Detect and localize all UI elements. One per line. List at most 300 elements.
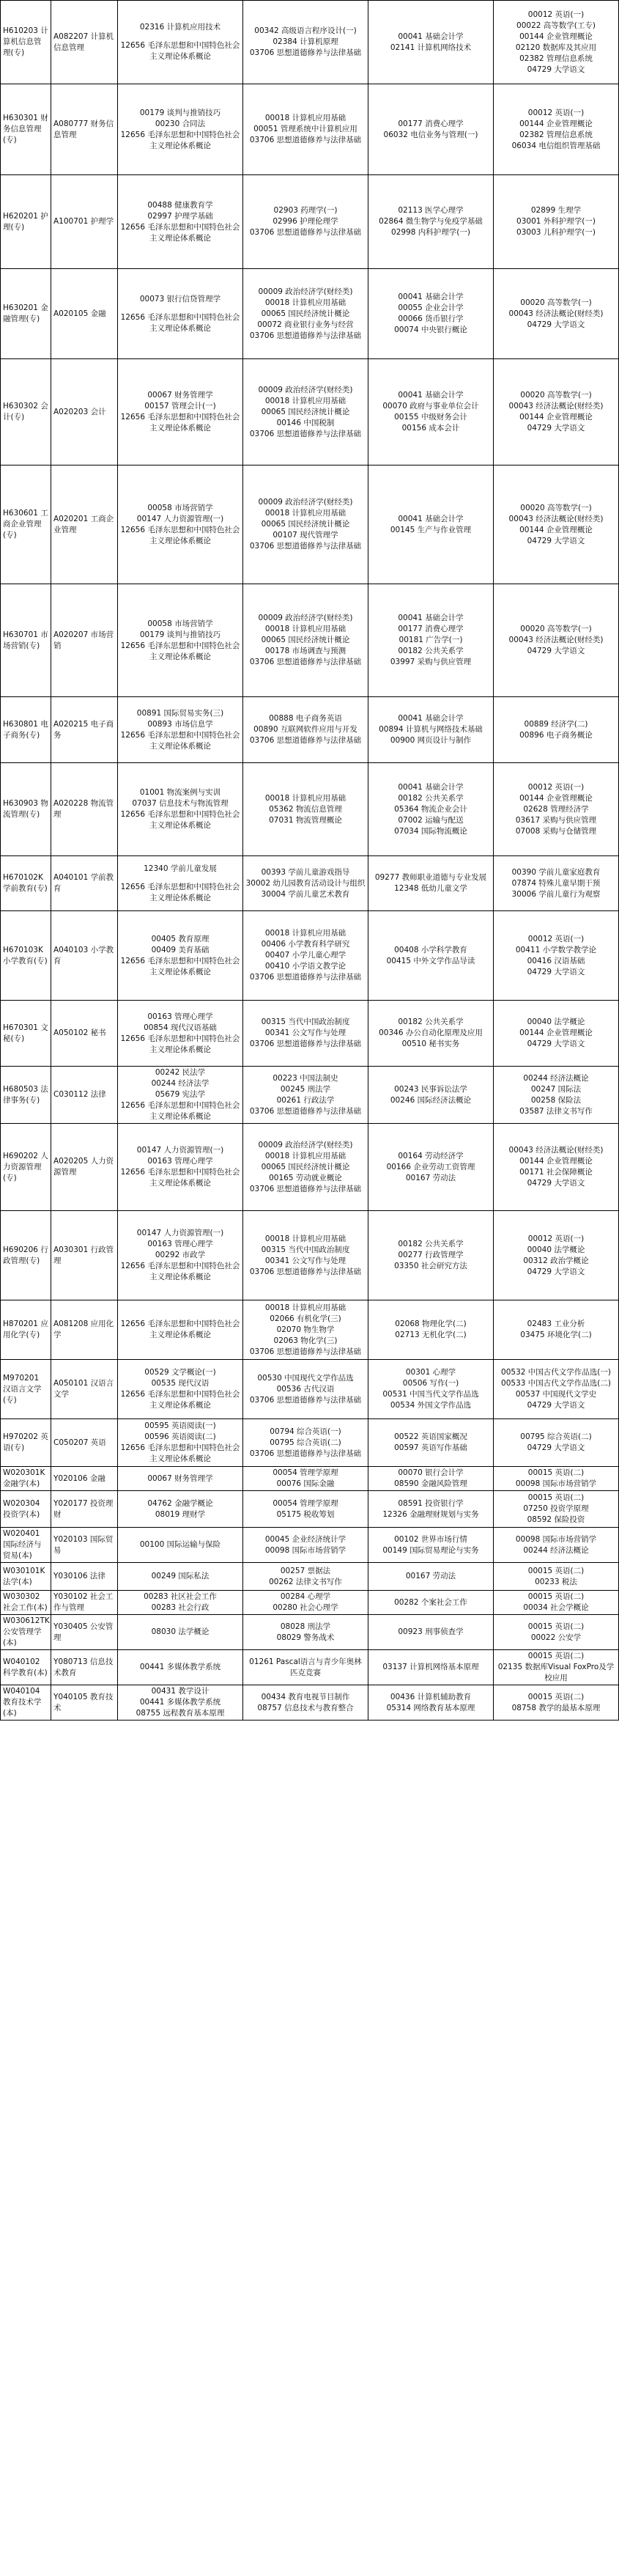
course-item: 00041 基础会计学 <box>398 782 464 792</box>
course-item: 03706 思想道德修养与法律基础 <box>249 973 362 982</box>
course-item: 00167 劳动法 <box>405 1572 456 1580</box>
course-item: 07031 物流管理概论 <box>269 815 342 825</box>
course-cell <box>243 1615 368 1650</box>
course-item: 00015 英语(二) <box>527 1692 585 1701</box>
course-item: 00894 计算机与网络技术基础 <box>379 725 483 734</box>
course-item: 04729 大学语文 <box>527 1401 585 1410</box>
course-cell <box>118 1001 243 1067</box>
course-item: 12656 毛泽东思想和中国特色社会主义理论体系概论 <box>120 810 240 830</box>
main-code-cell: A020207 市场营销 <box>51 584 118 697</box>
course-item: 08591 投资银行学 <box>398 1498 464 1508</box>
course-item: 02998 内科护理学(一) <box>391 228 470 237</box>
course-item: 00179 谈判与推销技巧 <box>139 108 221 117</box>
course-item: 04729 大学语文 <box>527 647 585 655</box>
course-item: 00041 基础会计学 <box>398 714 464 723</box>
course-item: 00144 企业管理概论 <box>519 793 593 803</box>
course-item: 07002 运输与配送 <box>398 815 464 825</box>
course-item: 00409 美育基础 <box>151 945 210 954</box>
course-item: 00164 劳动经济学 <box>398 1151 464 1160</box>
course-item: 00155 中级财务会计 <box>394 413 467 422</box>
course-cell <box>494 584 619 697</box>
table-row <box>1 1360 619 1419</box>
course-cell <box>368 697 494 763</box>
course-item: 02997 护理学基础 <box>147 211 213 221</box>
course-item: 00182 公共关系学 <box>398 1017 464 1026</box>
program-cell: W030101K 法学(本) <box>1 1563 51 1591</box>
course-item: 00015 英语(二) <box>527 1493 585 1502</box>
program-cell: H670102K 学前教育(专) <box>1 856 51 911</box>
main-code-cell: C030112 法律 <box>51 1067 118 1124</box>
course-cell <box>118 1067 243 1124</box>
main-code-cell: A080777 财务信息管理 <box>51 84 118 175</box>
table-row <box>1 1615 619 1650</box>
course-cell <box>243 911 368 1001</box>
course-item: 00015 英语(二) <box>527 1652 585 1660</box>
main-code-cell: A100701 护理学 <box>51 175 118 269</box>
course-item: 00015 英语(二) <box>527 1566 585 1575</box>
course-item: 02066 有机化学(三) <box>270 1314 341 1323</box>
course-cell <box>494 465 619 584</box>
exam-course-table-body <box>1 1 619 1721</box>
course-item: 00889 经济学(二) <box>524 719 588 729</box>
course-item: 05679 宪法学 <box>155 1090 206 1099</box>
course-item: 00166 企业劳动工资管理 <box>386 1162 475 1171</box>
course-item: 00055 企业会计学 <box>398 303 464 312</box>
course-cell <box>494 856 619 911</box>
course-cell <box>243 1 368 84</box>
course-item: 00163 管理心理学 <box>147 1240 213 1248</box>
course-item: 00149 国际贸易理论与实务 <box>382 1545 479 1555</box>
course-item: 00243 民事诉讼法学 <box>394 1084 467 1094</box>
course-item: 00531 中国当代文学作品选 <box>382 1390 479 1399</box>
course-item: 00070 政府与事业单位会计 <box>382 402 479 411</box>
course-item: 12656 毛泽东思想和中国特色社会主义理论体系概论 <box>120 525 240 545</box>
course-item: 00065 国民经济统计概论 <box>261 636 350 644</box>
course-item: 00065 国民经济统计概论 <box>261 1162 350 1171</box>
course-cell <box>118 1211 243 1300</box>
table-row <box>1 1491 619 1528</box>
table-row <box>1 856 619 911</box>
course-item: 00888 电子商务英语 <box>269 714 342 723</box>
course-cell <box>368 911 494 1001</box>
table-row <box>1 269 619 359</box>
course-item: 00393 学前儿童游戏指导 <box>261 867 350 877</box>
table-row <box>1 1211 619 1300</box>
program-cell: W030302 社会工作(本) <box>1 1591 51 1615</box>
course-item: 00178 市场调查与预测 <box>264 647 346 655</box>
program-cell: W020401 国际经济与贸易(本) <box>1 1528 51 1563</box>
course-item: 00018 计算机应用基础 <box>264 625 346 633</box>
main-code-cell: A082207 计算机信息管理 <box>51 1 118 84</box>
course-cell <box>494 1528 619 1563</box>
course-cell <box>118 269 243 359</box>
course-item: 00144 企业管理概论 <box>519 32 593 41</box>
course-item: 00595 英语阅读(一) <box>144 1421 216 1430</box>
course-item: 00009 政治经济学(财经类) <box>258 287 353 296</box>
program-cell: H610203 计算机信息管理(专) <box>1 1 51 84</box>
table-row <box>1 911 619 1001</box>
program-cell: H630201 金融管理(专) <box>1 269 51 359</box>
program-cell: H670103K 小学教育(专) <box>1 911 51 1001</box>
course-item: 00249 国际私法 <box>151 1572 210 1580</box>
table-row <box>1 84 619 175</box>
course-item: 03706 思想道德修养与法律基础 <box>249 658 362 666</box>
course-cell <box>243 1300 368 1360</box>
course-cell <box>368 1211 494 1300</box>
table-row <box>1 1685 619 1721</box>
course-item: 12656 毛泽东思想和中国特色社会主义理论体系概论 <box>120 1034 240 1054</box>
course-item: 12656 毛泽东思想和中国特色社会主义理论体系概论 <box>120 882 240 902</box>
course-item: 12656 毛泽东思想和中国特色社会主义理论体系概论 <box>120 641 240 661</box>
course-item: 00597 英语写作基础 <box>394 1443 467 1452</box>
course-item: 00537 中国现代文学史 <box>515 1390 597 1399</box>
course-item: 00098 国际市场营销学 <box>264 1545 346 1555</box>
course-cell <box>368 1300 494 1360</box>
course-item: 00280 社会心理学 <box>273 1603 338 1612</box>
course-item: 00257 票据法 <box>280 1566 331 1575</box>
course-cell <box>243 1419 368 1467</box>
course-item: 03003 儿科护理学(一) <box>516 228 596 237</box>
course-item: 03001 外科护理学(一) <box>516 217 596 226</box>
course-item: 03706 思想道德修养与法律基础 <box>249 542 362 551</box>
course-cell <box>494 763 619 856</box>
course-cell <box>368 856 494 911</box>
course-gap <box>120 305 240 312</box>
table-row <box>1 175 619 269</box>
course-cell <box>368 269 494 359</box>
course-item: 03706 思想道德修养与法律基础 <box>249 1184 362 1193</box>
course-item: 00147 人力资源管理(一) <box>136 1229 224 1237</box>
course-cell <box>243 1528 368 1563</box>
course-item: 00144 企业管理概论 <box>519 413 593 422</box>
course-item: 00018 计算机应用基础 <box>264 298 346 307</box>
course-item: 00054 管理学原理 <box>273 1498 338 1508</box>
course-item: 03587 法律文书写作 <box>519 1106 593 1116</box>
course-cell <box>494 1467 619 1491</box>
course-item: 00284 心理学 <box>280 1592 331 1601</box>
course-cell <box>243 175 368 269</box>
course-item: 02899 生理学 <box>530 206 582 215</box>
program-cell: W020301K 金融学(本) <box>1 1467 51 1491</box>
course-item: 00246 国际经济法概论 <box>390 1095 472 1105</box>
course-item: 00282 个案社会工作 <box>394 1597 467 1607</box>
course-item: 12656 毛泽东思想和中国特色社会主义理论体系概论 <box>120 1390 240 1410</box>
course-item: 00534 外国文学作品选 <box>390 1401 472 1410</box>
course-item: 00022 高等数学(工专) <box>516 21 596 30</box>
course-item: 05314 网络教育基本原理 <box>386 1703 475 1712</box>
course-cell <box>494 359 619 465</box>
course-item: 00034 社会学概论 <box>523 1603 589 1612</box>
main-code-cell: A040103 小学教育 <box>51 911 118 1001</box>
course-item: 00533 中国古代文学作品选(二) <box>501 1379 611 1388</box>
course-item: 00012 英语(一) <box>527 1234 585 1243</box>
course-item: 00157 管理会计(一) <box>144 402 216 411</box>
course-cell <box>368 1124 494 1211</box>
course-item: 03706 思想道德修养与法律基础 <box>249 48 362 57</box>
course-item: 00242 民法学 <box>155 1068 206 1077</box>
course-item: 00431 教学设计 <box>151 1687 210 1696</box>
course-item: 00018 计算机应用基础 <box>264 114 346 122</box>
table-row <box>1 1591 619 1615</box>
course-item: 08757 信息技术与教育整合 <box>257 1703 354 1712</box>
course-item: 00182 公共关系学 <box>398 793 464 803</box>
course-item: 00041 基础会计学 <box>398 391 464 400</box>
course-item: 00022 公安学 <box>530 1633 582 1642</box>
course-item: 00102 世界市场行情 <box>394 1534 467 1544</box>
course-item: 00009 政治经济学(财经类) <box>258 1140 353 1149</box>
course-item: 00098 国际市场营销学 <box>515 1479 597 1488</box>
course-item: 00163 管理心理学 <box>147 1157 213 1166</box>
course-item: 00147 人力资源管理(一) <box>136 514 224 523</box>
course-item: 00098 国际市场营销学 <box>515 1534 597 1544</box>
course-item: 00411 小学数学教学论 <box>515 945 597 954</box>
course-cell <box>118 1528 243 1563</box>
course-item: 08019 理财学 <box>155 1509 206 1519</box>
course-cell <box>368 1491 494 1528</box>
course-cell <box>494 175 619 269</box>
course-item: 00258 保险法 <box>530 1095 582 1105</box>
course-item: 00795 综合英语(二) <box>520 1432 592 1441</box>
course-item: 07250 投资学原理 <box>523 1504 589 1513</box>
course-cell <box>368 1591 494 1615</box>
course-item: 00415 中外文学作品导读 <box>386 956 475 965</box>
course-item: 00020 高等数学(一) <box>520 625 592 633</box>
course-item: 00488 健康教育学 <box>147 200 213 210</box>
course-cell <box>494 1650 619 1685</box>
course-cell <box>494 1211 619 1300</box>
course-item: 12656 毛泽东思想和中国特色社会主义理论体系概论 <box>120 1443 240 1463</box>
course-item: 08030 法学概论 <box>151 1627 210 1636</box>
table-row <box>1 697 619 763</box>
program-cell: H680503 法律事务(专) <box>1 1067 51 1124</box>
course-item: 00434 教育电视节目制作 <box>261 1692 350 1701</box>
program-cell: H690202 人力资源管理(专) <box>1 1124 51 1211</box>
course-item: 00529 文学概论(一) <box>144 1368 216 1377</box>
course-item: 00406 小学教育科学研究 <box>261 940 350 949</box>
course-item: 04729 大学语文 <box>527 1039 585 1048</box>
course-item: 03706 思想道德修养与法律基础 <box>249 1449 362 1458</box>
course-item: 07874 特殊儿童早期干预 <box>511 878 601 888</box>
course-item: 00012 英语(一) <box>527 782 585 792</box>
course-item: 00018 计算机应用基础 <box>264 1303 346 1312</box>
course-item: 03137 计算机网络基本原理 <box>382 1663 479 1671</box>
course-item: 12656 毛泽东思想和中国特色社会主义理论体系概论 <box>120 956 240 976</box>
course-item: 00145 生产与作业管理 <box>390 525 472 534</box>
main-code-cell: Y030102 社会工作与管理 <box>51 1591 118 1615</box>
course-item: 04729 大学语文 <box>527 320 585 329</box>
course-item: 00436 计算机辅助教育 <box>390 1692 472 1701</box>
course-item: 04729 大学语文 <box>527 65 585 74</box>
program-cell: W040104 教育技术学(本) <box>1 1685 51 1721</box>
course-item: 04729 大学语文 <box>527 536 585 545</box>
course-item: 00100 国际运输与保险 <box>139 1540 221 1549</box>
course-item: 02864 微生物学与免疫学基础 <box>379 217 483 226</box>
program-cell: H970202 英语(专) <box>1 1419 51 1467</box>
course-item: 00065 国民经济统计概论 <box>261 309 350 318</box>
course-item: 00312 政治学概论 <box>523 1256 589 1265</box>
course-item: 03706 思想道德修养与法律基础 <box>249 1106 362 1116</box>
course-item: 00301 心理学 <box>405 1368 456 1377</box>
course-cell <box>118 359 243 465</box>
course-item: 00020 高等数学(一) <box>520 391 592 400</box>
course-item: 00076 国际金融 <box>276 1479 335 1488</box>
program-cell: H630301 财务信息管理(专) <box>1 84 51 175</box>
course-item: 02628 管理经济学 <box>523 804 589 814</box>
course-item: 00066 货币银行学 <box>398 314 464 323</box>
course-cell <box>368 1467 494 1491</box>
course-item: 00223 中国法制史 <box>273 1073 338 1083</box>
course-cell <box>243 1467 368 1491</box>
main-code-cell: A030301 行政管理 <box>51 1211 118 1300</box>
course-item: 03706 思想道德修养与法律基础 <box>249 736 362 745</box>
course-item: 00040 法学概论 <box>527 1017 585 1026</box>
course-cell <box>368 84 494 175</box>
course-item: 30004 学前儿童艺术教育 <box>261 889 350 899</box>
course-item: 00018 计算机应用基础 <box>264 509 346 518</box>
program-cell: W030612TK 公安管理学(本) <box>1 1615 51 1650</box>
course-item: 02996 护理伦理学 <box>273 217 338 226</box>
course-cell <box>494 1685 619 1721</box>
course-item: 00009 政治经济学(财经类) <box>258 385 353 394</box>
course-item: 03706 思想道德修养与法律基础 <box>249 136 362 144</box>
course-item: 00072 商业银行业务与经营 <box>257 320 354 329</box>
course-item: 00012 英语(一) <box>527 108 585 117</box>
course-cell <box>368 1067 494 1124</box>
course-item: 00244 经济法学 <box>151 1079 210 1088</box>
course-item: 00245 刑法学 <box>280 1084 331 1094</box>
course-item: 00073 银行信贷管理学 <box>139 294 221 303</box>
course-item: 00012 英语(一) <box>527 10 585 19</box>
course-cell <box>118 1124 243 1211</box>
course-cell <box>494 911 619 1001</box>
course-item: 00277 行政管理学 <box>398 1251 464 1259</box>
course-item: 12656 毛泽东思想和中国特色社会主义理论体系概论 <box>120 1101 240 1121</box>
course-cell <box>118 911 243 1001</box>
course-item: 08758 教学的最基本原理 <box>511 1703 601 1712</box>
course-cell <box>494 269 619 359</box>
course-item: 07034 国际物流概论 <box>394 826 467 836</box>
course-cell <box>118 763 243 856</box>
course-item: 02113 医学心理学 <box>398 206 464 215</box>
course-cell <box>494 1001 619 1067</box>
course-cell <box>118 1615 243 1650</box>
course-item: 00043 经济法概论(财经类) <box>508 636 604 644</box>
course-cell <box>368 584 494 697</box>
course-cell <box>118 697 243 763</box>
course-item: 00009 政治经济学(财经类) <box>258 614 353 622</box>
course-cell <box>494 1124 619 1211</box>
course-item: 00043 经济法概论(财经类) <box>508 309 604 318</box>
course-cell <box>118 1491 243 1528</box>
course-item: 00040 法学概论 <box>527 1245 585 1254</box>
course-item: 00146 中国税制 <box>276 418 335 427</box>
course-item: 00247 国际法 <box>530 1084 582 1094</box>
course-item: 00015 英语(二) <box>527 1592 585 1601</box>
course-cell <box>118 175 243 269</box>
program-cell: H630903 物流管理(专) <box>1 763 51 856</box>
course-cell <box>243 697 368 763</box>
table-row <box>1 1 619 84</box>
main-code-cell: A020105 金融 <box>51 269 118 359</box>
course-item: 12348 低幼儿童文学 <box>394 884 467 893</box>
table-row <box>1 1563 619 1591</box>
course-item: 00018 计算机应用基础 <box>264 1151 346 1160</box>
course-item: 00043 经济法概论(财经类) <box>508 402 604 411</box>
main-code-cell: A020203 会计 <box>51 359 118 465</box>
course-item: 03350 社会研究方法 <box>394 1262 467 1270</box>
course-item: 00890 互联网软件应用与开发 <box>253 725 357 734</box>
course-item: 00795 综合英语(二) <box>270 1438 341 1447</box>
course-item: 00171 社会保障概论 <box>519 1168 593 1177</box>
course-cell <box>368 359 494 465</box>
course-cell <box>243 1650 368 1685</box>
program-cell: W020304 投资学(本) <box>1 1491 51 1528</box>
course-item: 00058 市场营销学 <box>147 503 213 512</box>
course-cell <box>243 584 368 697</box>
course-cell <box>243 1360 368 1419</box>
course-item: 04729 大学语文 <box>527 1179 585 1188</box>
course-item: 00244 经济法概论 <box>523 1073 589 1083</box>
course-item: 00292 市政学 <box>155 1251 206 1259</box>
course-item: 00900 网页设计与制作 <box>390 736 472 745</box>
course-item: 02483 工业分析 <box>527 1320 585 1328</box>
course-cell <box>243 269 368 359</box>
course-item: 00018 计算机应用基础 <box>264 793 346 803</box>
table-row <box>1 584 619 697</box>
course-cell <box>494 1591 619 1615</box>
course-item: 00015 英语(二) <box>527 1468 585 1477</box>
course-item: 03706 思想道德修养与法律基础 <box>249 1039 362 1048</box>
course-item: 12656 毛泽东思想和中国特色社会主义理论体系概论 <box>120 730 240 751</box>
course-item: 02316 计算机应用技术 <box>139 23 221 32</box>
course-item: 00020 高等数学(一) <box>520 298 592 307</box>
table-row <box>1 1467 619 1491</box>
main-code-cell: Y030106 法律 <box>51 1563 118 1591</box>
course-gap <box>120 33 240 40</box>
course-item: 04729 大学语文 <box>527 967 585 976</box>
course-item: 00067 财务管理学 <box>147 1473 213 1483</box>
course-item: 00045 企业经济统计学 <box>264 1534 346 1544</box>
course-item: 12656 毛泽东思想和中国特色社会主义理论体系概论 <box>120 312 240 333</box>
course-item: 00230 合同法 <box>155 119 206 128</box>
main-code-cell: A050101 汉语言文学 <box>51 1360 118 1419</box>
course-item: 02070 物生物学 <box>276 1325 335 1334</box>
main-code-cell: A020201 工商企业管理 <box>51 465 118 584</box>
program-cell: H690206 行政管理(专) <box>1 1211 51 1300</box>
program-cell: H670301 文秘(专) <box>1 1001 51 1067</box>
course-item: 00522 英语国家概况 <box>394 1432 467 1441</box>
course-item: 00891 国际贸易实务(三) <box>136 708 224 718</box>
course-item: 07008 采购与仓储管理 <box>515 826 597 836</box>
table-row <box>1 1300 619 1360</box>
course-item: 03475 环境化学(二) <box>520 1331 592 1339</box>
course-item: 00054 管理学原理 <box>273 1468 338 1477</box>
course-item: 02382 管理信息系统 <box>519 130 593 139</box>
course-item: 12656 毛泽东思想和中国特色社会主义理论体系概论 <box>120 413 240 433</box>
program-cell: H630601 工商企业管理(专) <box>1 465 51 584</box>
course-cell <box>494 1491 619 1528</box>
course-item: 00156 成本会计 <box>401 424 460 433</box>
course-item: 00058 市场营销学 <box>147 619 213 628</box>
main-code-cell: A020205 人力资源管理 <box>51 1124 118 1211</box>
course-item: 03706 思想道德修养与法律基础 <box>249 1347 362 1356</box>
course-item: 00144 企业管理概论 <box>519 1157 593 1166</box>
course-item: 06034 电信组织管理基础 <box>511 141 601 150</box>
course-item: 00407 小学儿童心理学 <box>264 951 346 960</box>
course-item: 00506 写作(一) <box>402 1379 459 1388</box>
main-code-cell: A081208 应用化学 <box>51 1300 118 1360</box>
course-item: 03706 思想道德修养与法律基础 <box>249 429 362 438</box>
